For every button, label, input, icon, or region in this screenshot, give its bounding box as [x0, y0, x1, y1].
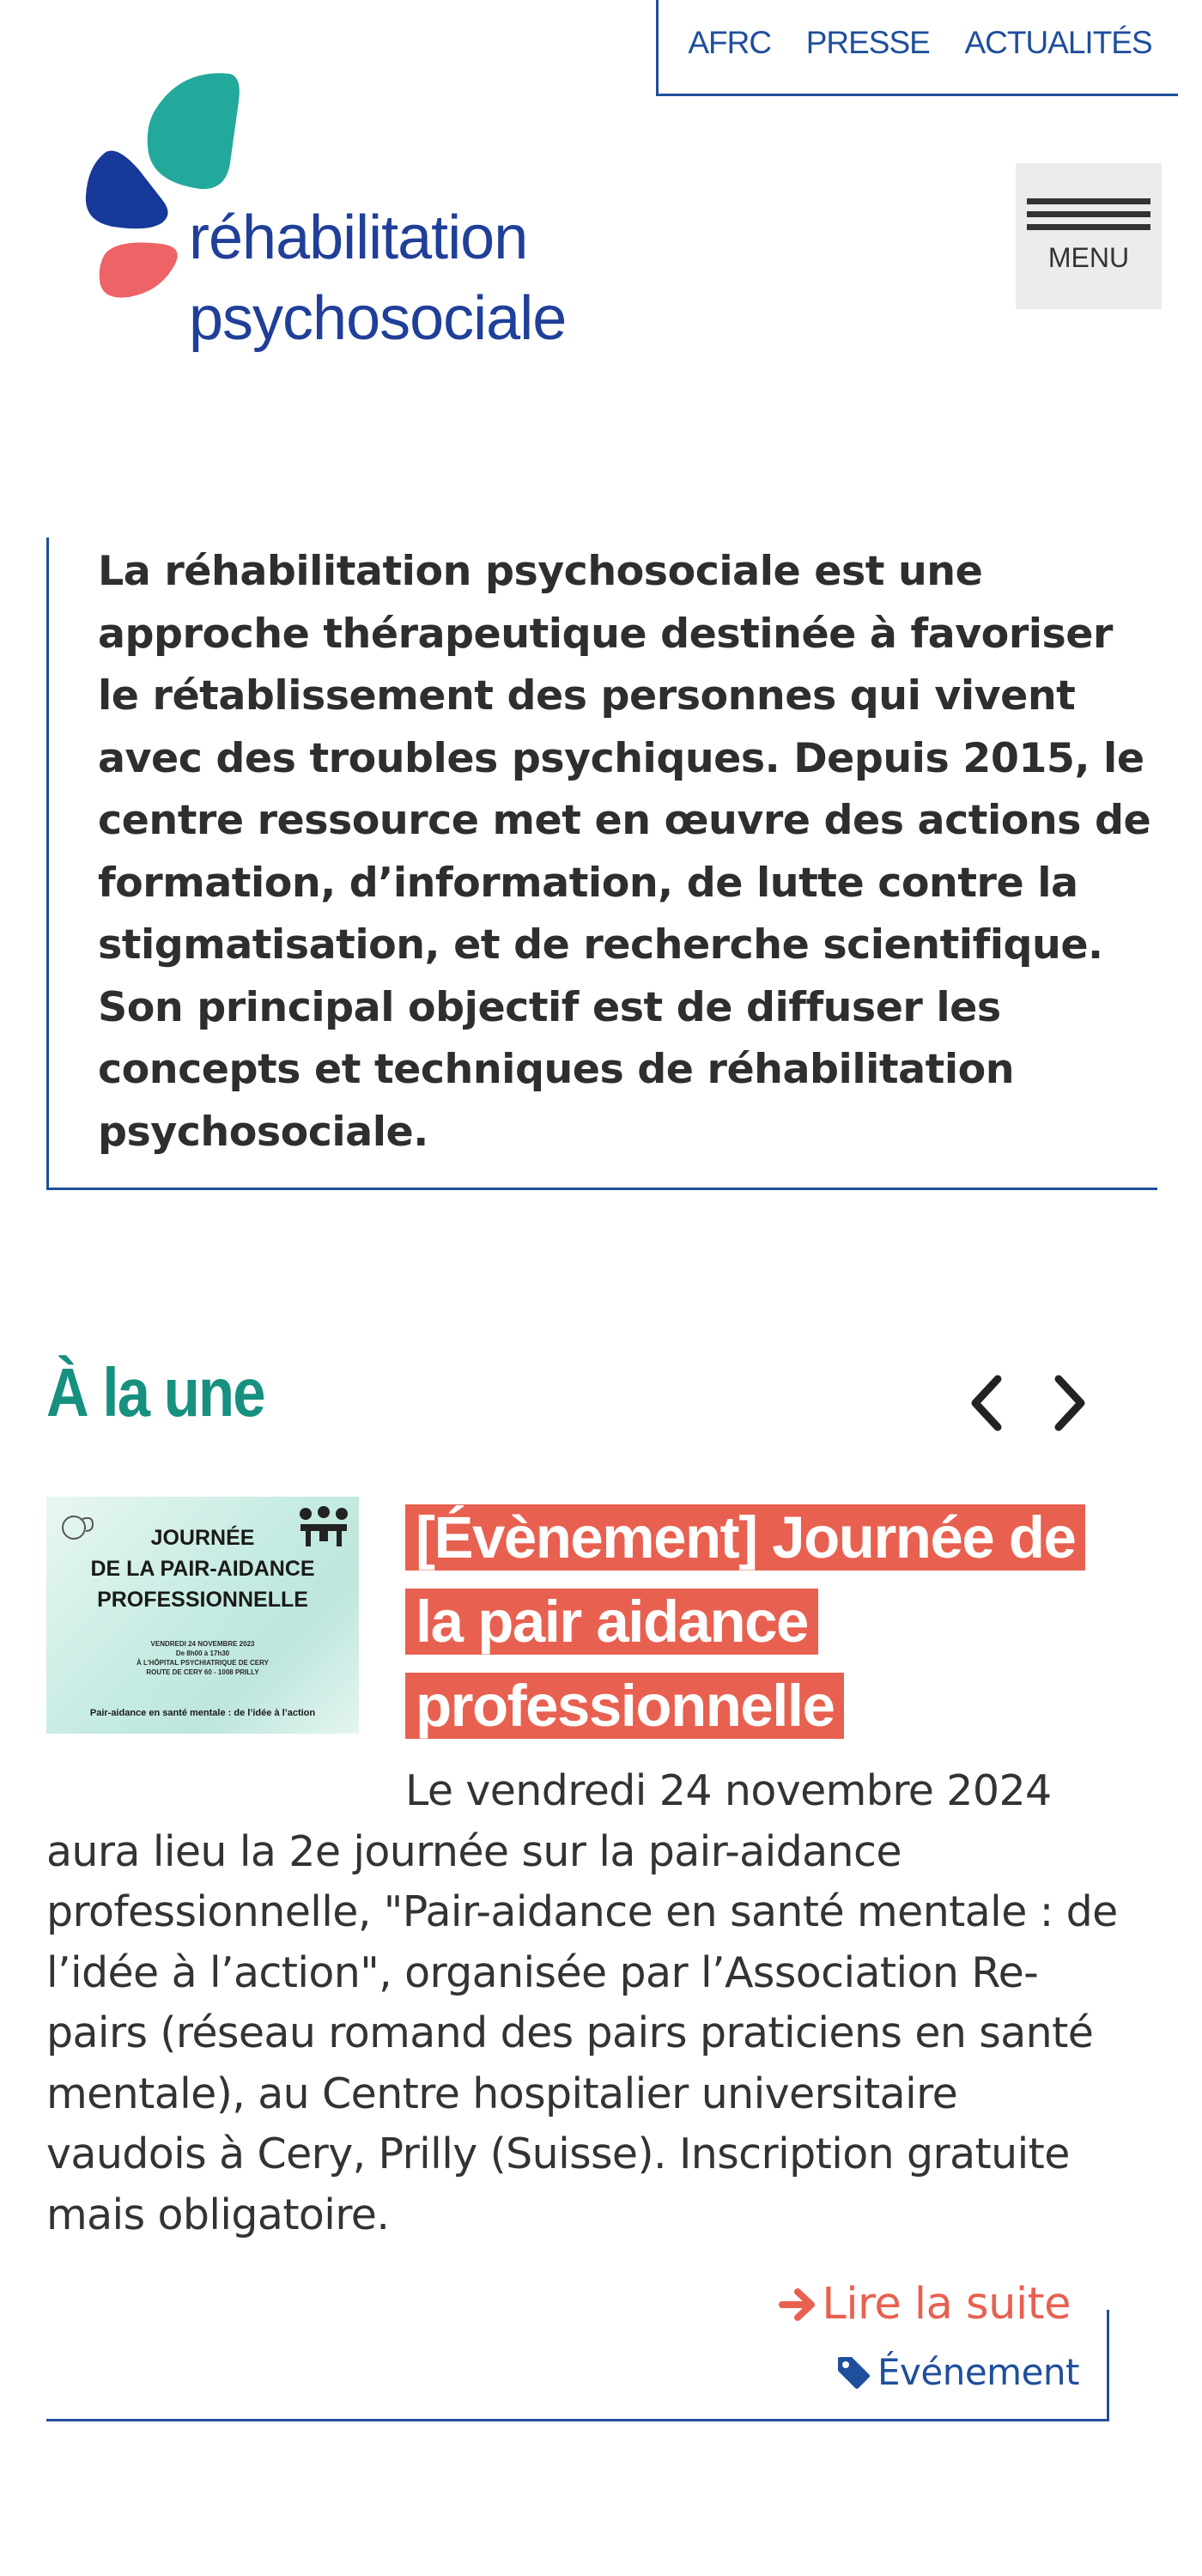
- article-headline[interactable]: [405, 1496, 1092, 1748]
- intro-text: La réhabilitation psychosociale est une approche thérapeutique destinée à favoriser le rétablissement des personnes qui vivent avec des troubles psychiques. Depuis 2015, le centre ressource met en œuvre des actions de formation, d’information, de lutte contre la stigmatisation, et de recherche scientifique. Son principal objectif est de diffuser les concepts et techniques de réhabilitation psychosociale.: [98, 548, 1151, 1156]
- article-headline-text[interactable]: [Évènement] Journée de la pair aidance professionnelle: [405, 1504, 1085, 1739]
- chevron-right-icon: [1043, 1372, 1095, 1434]
- nav-link-presse[interactable]: PRESSE: [805, 24, 930, 60]
- intro-block: [46, 538, 1157, 1190]
- read-more-link[interactable]: [779, 2279, 1071, 2330]
- tag-icon: [836, 2355, 871, 2390]
- thumbnail-details: VENDREDI 24 NOVEMBRE 2023 De 8h00 à 17h30 À L’HÔPITAL PSYCHIATRIQUE DE CERY ROUTE DE CERY 60 - 1008 PRILLY: [137, 1640, 269, 1676]
- carousel-next-button[interactable]: [1043, 1372, 1095, 1434]
- section-title-a-la-une: À la une: [46, 1354, 264, 1431]
- logo-wordmark: [189, 197, 566, 359]
- category-tag[interactable]: [836, 2351, 1079, 2393]
- logo-line-2: psychosociale: [189, 284, 567, 353]
- article-excerpt: Le vendredi 24 novembre 2024 aura lieu la 2e journée sur la pair-aidance professionnelle, "Pair-aidance en santé mentale : de l’idée à l’action", organisée par l’Association Re-pairs (réseau romand des pairs praticiens en santé mentale), au Centre hospitalier universitaire vaudois à Cery, Prilly (Suisse). Inscription gratuite mais obligatoire.: [46, 1766, 1118, 2239]
- menu-button-label: MENU: [1047, 242, 1130, 273]
- article-thumbnail[interactable]: [46, 1497, 359, 1734]
- hamburger-icon: [1027, 198, 1150, 230]
- nav-link-actualites[interactable]: ACTUALITÉS: [964, 24, 1152, 60]
- arrow-right-icon: [779, 2285, 818, 2324]
- article-card-footer: [46, 2279, 1109, 2421]
- category-tag-label[interactable]: Événement: [877, 2351, 1079, 2393]
- carousel-prev-button[interactable]: [962, 1372, 1013, 1434]
- nav-link-afrc[interactable]: AFRC: [688, 24, 772, 60]
- read-more-label[interactable]: Lire la suite: [822, 2279, 1071, 2330]
- thumbnail-title: JOURNÉE DE LA PAIR-AIDANCE PROFESSIONNELLE: [90, 1526, 315, 1612]
- chevron-left-icon: [962, 1372, 1013, 1434]
- top-nav: [656, 0, 1178, 96]
- menu-button[interactable]: [1016, 163, 1162, 309]
- thumbnail-tagline: Pair-aidance en santé mentale : de l’idée à l’action: [89, 1708, 316, 1718]
- logo-line-1: réhabilitation: [189, 204, 528, 272]
